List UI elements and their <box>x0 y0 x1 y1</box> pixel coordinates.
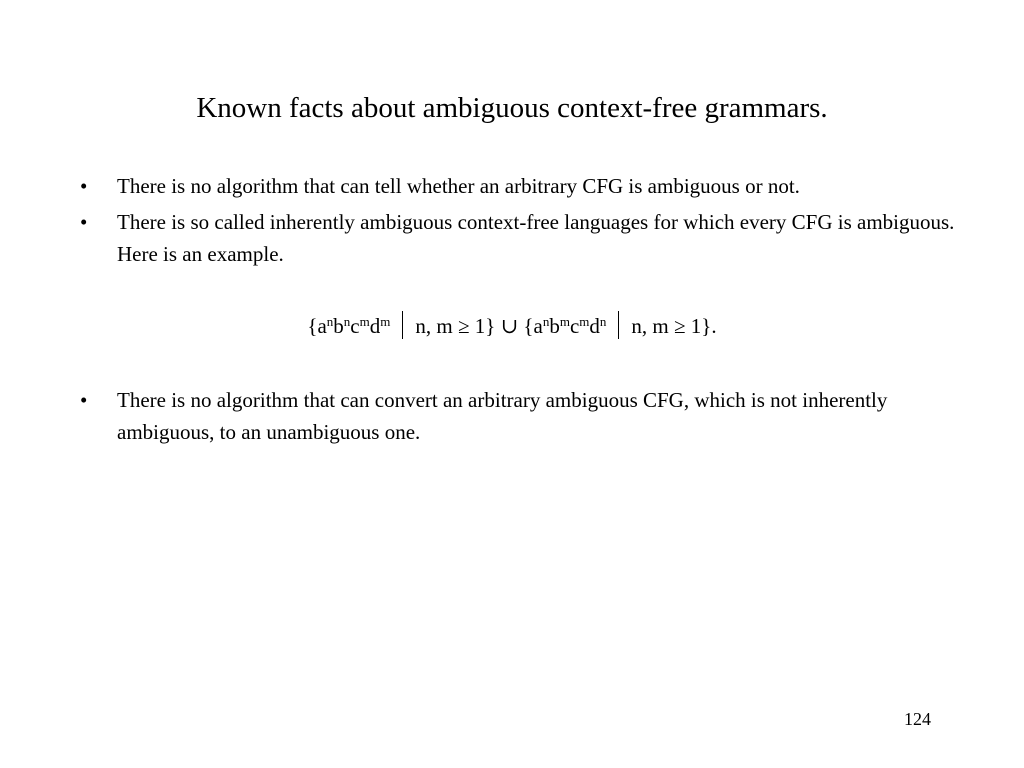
such-that-bar <box>402 311 403 339</box>
formula-exponent: m <box>559 314 570 329</box>
formula-exponent: m <box>359 314 370 329</box>
bullet-item-3 <box>80 384 960 448</box>
formula-condition: n, m ≥ 1} <box>415 314 496 338</box>
formula-symbol: b <box>549 314 560 338</box>
formula-symbol: a <box>317 314 327 338</box>
formula-exponent: n <box>599 314 607 329</box>
formula-exponent: n <box>343 314 351 329</box>
slide-title: Known facts about ambiguous context-free grammars. <box>196 92 828 124</box>
such-that-bar <box>618 311 619 339</box>
bullet-text: There is no algorithm that can convert an arbitrary ambiguous CFG, which is not inherently ambiguous, to an unambiguous one. <box>117 388 888 444</box>
formula-brace: { <box>523 314 534 338</box>
formula-exponent: m <box>579 314 590 329</box>
bullet-text: There is so called inherently ambiguous context-free languages for which every CFG is ambiguous. Here is an example. <box>117 210 955 266</box>
formula-symbol: a <box>533 314 543 338</box>
bullet-item-2 <box>80 206 960 270</box>
formula-brace: { <box>307 314 318 338</box>
formula-symbol: c <box>569 314 580 338</box>
page-number: 124 <box>904 709 931 729</box>
bullet-text: There is no algorithm that can tell whether an arbitrary CFG is ambiguous or not. <box>117 174 800 198</box>
union-symbol: ∪ <box>495 314 524 338</box>
bullet-item-1 <box>80 170 960 202</box>
formula-exponent: n <box>542 314 550 329</box>
formula-symbol: b <box>333 314 344 338</box>
formula-symbol: d <box>369 314 381 338</box>
language-formula <box>0 310 1024 342</box>
bullet-marker: • <box>80 174 88 198</box>
formula-symbol: d <box>589 314 600 338</box>
formula-symbol: c <box>350 314 360 338</box>
formula-exponent: m <box>380 314 391 329</box>
bullet-marker: • <box>80 210 88 234</box>
bullet-marker: • <box>80 388 88 412</box>
formula-condition: n, m ≥ 1}. <box>631 314 717 338</box>
formula-exponent: n <box>326 314 334 329</box>
